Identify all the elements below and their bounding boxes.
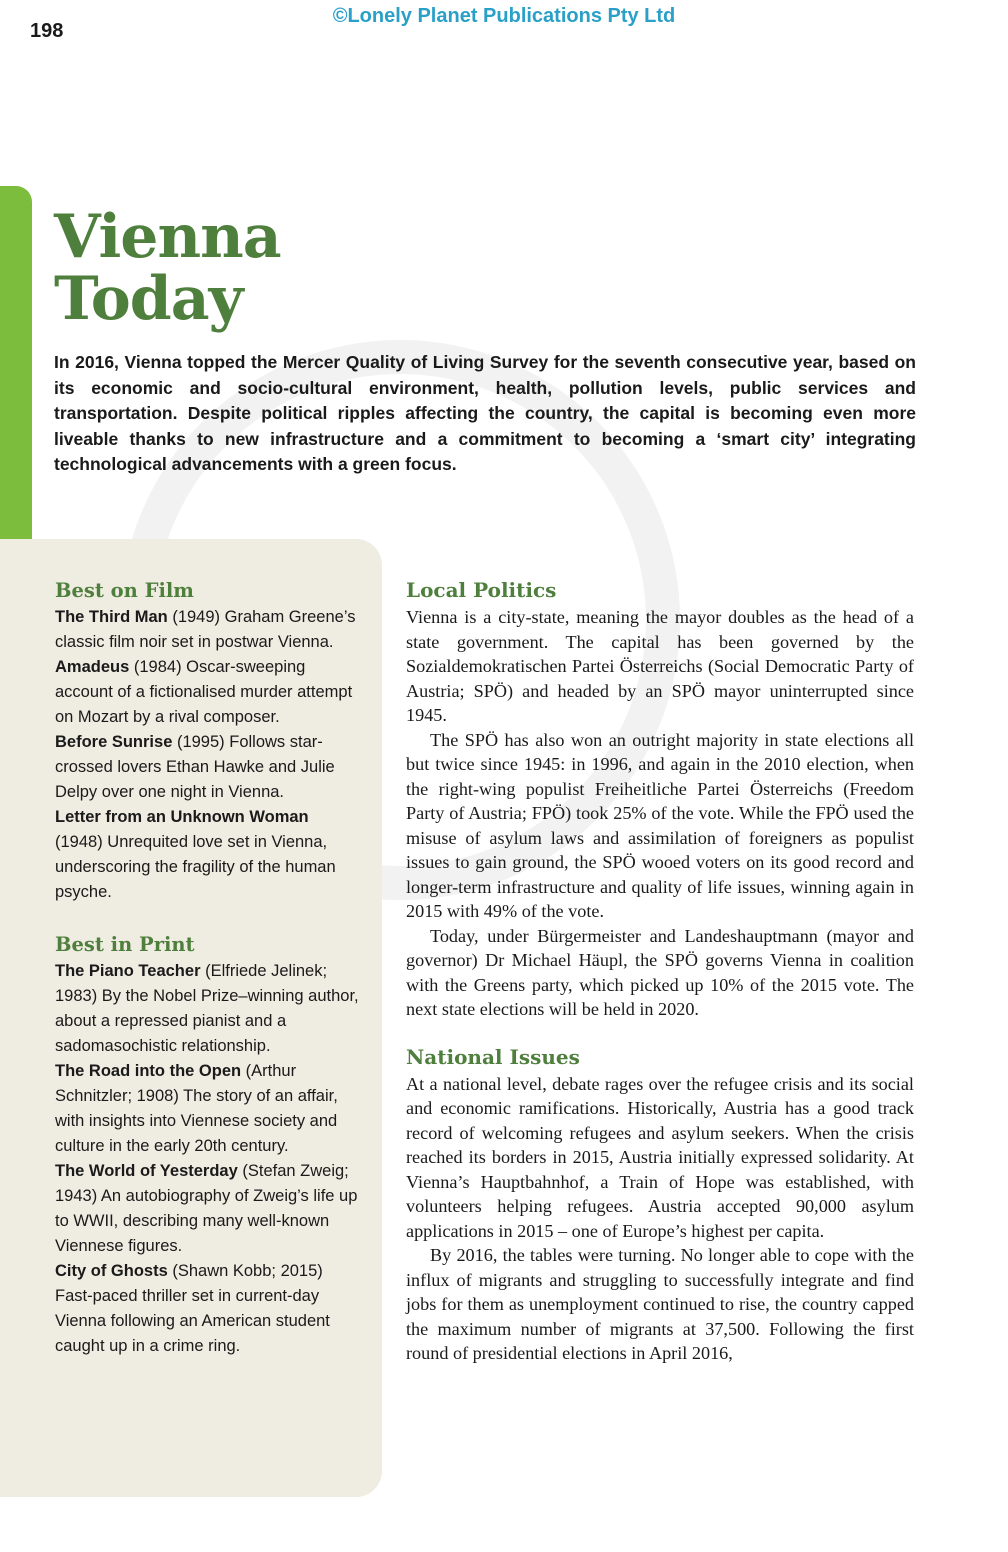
- best-in-print-heading: Best in Print: [55, 933, 195, 956]
- list-item: [55, 1059, 360, 1159]
- copyright-notice: ©Lonely Planet Publications Pty Ltd: [332, 5, 676, 27]
- best-on-film-section: [55, 577, 360, 905]
- list-item: [55, 730, 360, 805]
- chapter-tab: [0, 186, 32, 580]
- book-desc: (Elfriede Jelinek; 1983) By the Nobel Prize–winning author, about a repressed pianist and a sadomasochistic relationship.: [55, 962, 359, 1055]
- book-desc: (Stefan Zweig; 1943) An autobiography of Zweig’s life up to WWII, describing many well-known Viennese figures.: [55, 1162, 358, 1255]
- book-desc: (Arthur Schnitzler; 1908) The story of an affair, with insights into Viennese society and culture in the early 20th century.: [55, 1062, 338, 1155]
- book-title: The Piano Teacher: [55, 962, 201, 980]
- film-title: The Third Man: [55, 608, 168, 626]
- book-desc: (Shawn Kobb; 2015) Fast-paced thriller set in current-day Vienna following an American student caught up in a crime ring.: [55, 1262, 330, 1355]
- body-paragraph: By 2016, the tables were turning. No longer able to cope with the influx of migrants and struggling to successfully integrate and find jobs for them as unemployment continued to rise, the country capped the maximum number of migrants at 37,500. Following the first round of presidential elections in April 2016,: [406, 1245, 914, 1363]
- body-paragraph: At a national level, debate rages over the refugee crisis and its social and economic ramifications. Historically, Austria has a good track record of welcoming refugees and asylum seekers. When the crisis reached its borders in 2015, Austria initially expressed solidarity. At Vienna’s Hauptbahnhof, a Train of Hope was established, with volunteers helping refugees. Austria accepted 90,000 asylum applications in 2015 – one of Europe’s highest per capita.: [406, 1073, 914, 1241]
- best-in-print-section: [55, 931, 360, 1359]
- best-on-film-heading: Best on Film: [55, 579, 194, 602]
- book-title: The World of Yesterday: [55, 1162, 238, 1180]
- film-desc: (1949) Graham Greene’s classic film noir set in postwar Vienna.: [55, 608, 356, 651]
- national-issues-section: [406, 1042, 914, 1366]
- book-title: The Road into the Open: [55, 1062, 242, 1080]
- page-title-line2: Today: [54, 264, 243, 334]
- national-issues-heading: National Issues: [406, 1044, 580, 1069]
- list-item: [55, 1159, 360, 1259]
- list-item: [55, 655, 360, 730]
- page-title-line1: Vienna: [54, 202, 281, 272]
- list-item: [55, 805, 360, 905]
- film-title: Letter from an Unknown Woman: [55, 808, 309, 826]
- film-title: Before Sunrise: [55, 733, 173, 751]
- list-item: [55, 959, 360, 1059]
- page-title: [54, 202, 281, 334]
- list-item: [55, 605, 360, 655]
- page-number: 198: [30, 20, 64, 42]
- local-politics-heading: Local Politics: [406, 578, 557, 602]
- main-column: [406, 575, 914, 1366]
- body-paragraph: Vienna is a city-state, meaning the mayor doubles as the head of a state government. The capital has been governed by the Sozialdemokratischen Partei Österreichs (Social Democratic Party of Austria; SPÖ) and headed by an SPÖ mayor uninterrupted since 1945.: [406, 607, 914, 725]
- list-item: [55, 1259, 360, 1359]
- sidebar-panel: [0, 539, 382, 1497]
- body-paragraph: The SPÖ has also won an outright majority in state elections all but twice since 1945: in 1996, and again in the 2010 election, when the right-wing populist Freiheitliche Partei Österreichs (Freedom Party of Austria; FPÖ) took 25% of the vote. While the FPÖ used the misuse of asylum laws and assimilation of foreigners as populist issues to gain ground, the SPÖ wooed voters on its good record and longer-term infrastructure and quality of life issues, winning again in 2015 with 49% of the vote.: [406, 729, 914, 921]
- film-desc: (1995) Follows star-crossed lovers Ethan Hawke and Julie Delpy over one night in Vienna.: [55, 733, 335, 801]
- body-paragraph: Today, under Bürgermeister and Landeshauptmann (mayor and governor) Dr Michael Häupl, the SPÖ governs Vienna in coalition with the Greens party, which picked up 10% of the 2015 vote. The next state elections will be held in 2020.: [406, 925, 914, 1019]
- local-politics-section: [406, 575, 914, 1022]
- film-desc: (1948) Unrequited love set in Vienna, underscoring the fragility of the human psyche.: [55, 833, 336, 901]
- intro-paragraph: In 2016, Vienna topped the Mercer Quality of Living Survey for the seventh consecutive year, based on its economic and socio-cultural environment, health, pollution levels, public services and transportation. Despite political ripples affecting the country, the capital is becoming even more liveable thanks to new infrastructure and a commitment to becoming a ‘smart city’ integrating technological advancements with a green focus.: [54, 352, 916, 474]
- film-desc: (1984) Oscar-sweeping account of a fictionalised murder attempt on Mozart by a rival composer.: [55, 658, 353, 726]
- film-title: Amadeus: [55, 658, 130, 676]
- book-title: City of Ghosts: [55, 1262, 168, 1280]
